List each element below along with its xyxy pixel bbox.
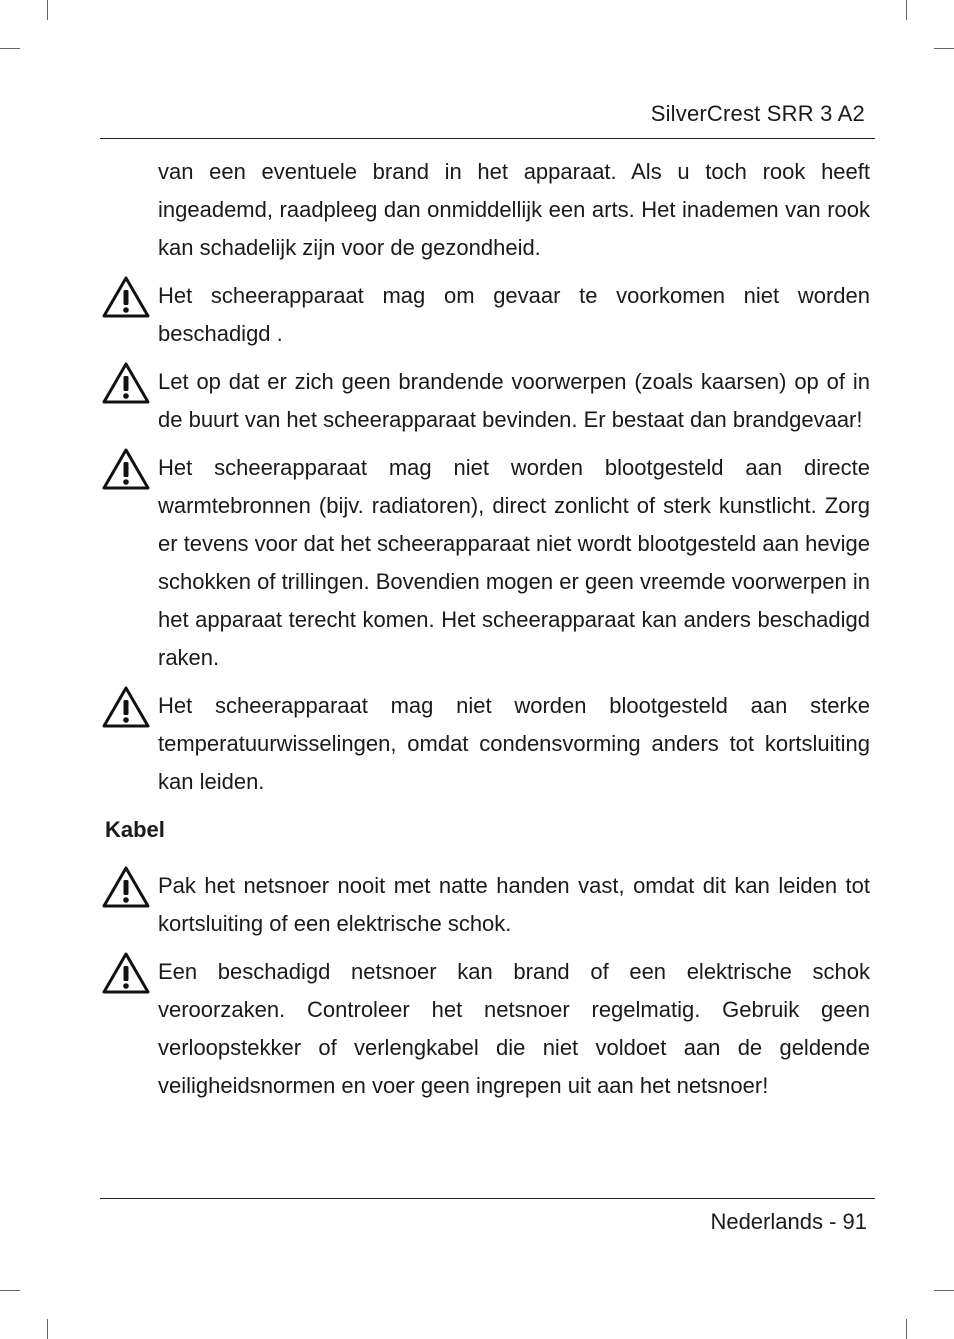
warning-text: Een beschadigd netsnoer kan brand of een elektrische schok veroorzaken. Controleer het netsnoer regelmatig. Gebruik geen verloopstekker of verlengkabel die niet voldoet aan de geldende veiligheidsnormen en voer geen ingrepen uit aan het netsnoer! bbox=[158, 959, 870, 1098]
crop-mark bbox=[0, 48, 20, 49]
crop-mark bbox=[906, 1319, 907, 1339]
page-header bbox=[100, 98, 875, 139]
page-footer bbox=[100, 1198, 875, 1239]
crop-mark bbox=[0, 1290, 20, 1291]
warning-paragraph bbox=[158, 363, 870, 439]
crop-mark bbox=[934, 1290, 954, 1291]
crop-mark bbox=[934, 48, 954, 49]
warning-triangle-icon bbox=[102, 276, 150, 318]
page-number: Nederlands - 91 bbox=[710, 1209, 867, 1234]
warning-triangle-icon bbox=[102, 686, 150, 728]
warning-triangle-icon bbox=[102, 362, 150, 404]
crop-mark bbox=[47, 0, 48, 20]
crop-mark bbox=[47, 1319, 48, 1339]
warning-paragraph bbox=[158, 449, 870, 677]
page-content bbox=[100, 153, 870, 1115]
warning-triangle-icon bbox=[102, 866, 150, 908]
warning-text: Het scheerapparaat mag niet worden blootgesteld aan directe warmtebronnen (bijv. radiatoren), direct zonlicht of sterk kunstlicht. Zorg er tevens voor dat het scheerapparaat niet wordt blootgesteld aan hevige schokken of trillingen. Bovendien mogen er geen vreemde voorwerpen in het apparaat terecht komen. Het scheerapparaat kan anders beschadigd raken. bbox=[158, 455, 870, 670]
section-heading: Kabel bbox=[105, 817, 165, 842]
warning-triangle-icon bbox=[102, 952, 150, 994]
warning-paragraph bbox=[158, 867, 870, 943]
warning-text: Het scheerapparaat mag om gevaar te voorkomen niet worden beschadigd . bbox=[158, 283, 870, 346]
paragraph: van een eventuele brand in het apparaat. Als u toch rook heeft ingeademd, raadpleeg dan onmiddellijk een arts. Het inademen van rook kan schadelijk zijn voor de gezondheid. bbox=[158, 159, 870, 260]
document-title: SilverCrest SRR 3 A2 bbox=[650, 101, 865, 126]
warning-text: Pak het netsnoer nooit met natte handen vast, omdat dit kan leiden tot kortsluiting of een elektrische schok. bbox=[158, 873, 870, 936]
warning-triangle-icon bbox=[102, 448, 150, 490]
warning-paragraph bbox=[158, 687, 870, 801]
warning-paragraph bbox=[158, 277, 870, 353]
warning-paragraph bbox=[158, 953, 870, 1105]
crop-mark bbox=[906, 0, 907, 20]
warning-text: Het scheerapparaat mag niet worden blootgesteld aan sterke temperatuurwisselingen, omdat condensvorming anders tot kortsluiting kan leiden. bbox=[158, 693, 870, 794]
warning-text: Let op dat er zich geen brandende voorwerpen (zoals kaarsen) op of in de buurt van het scheerapparaat bevinden. Er bestaat dan brandgevaar! bbox=[158, 369, 870, 432]
